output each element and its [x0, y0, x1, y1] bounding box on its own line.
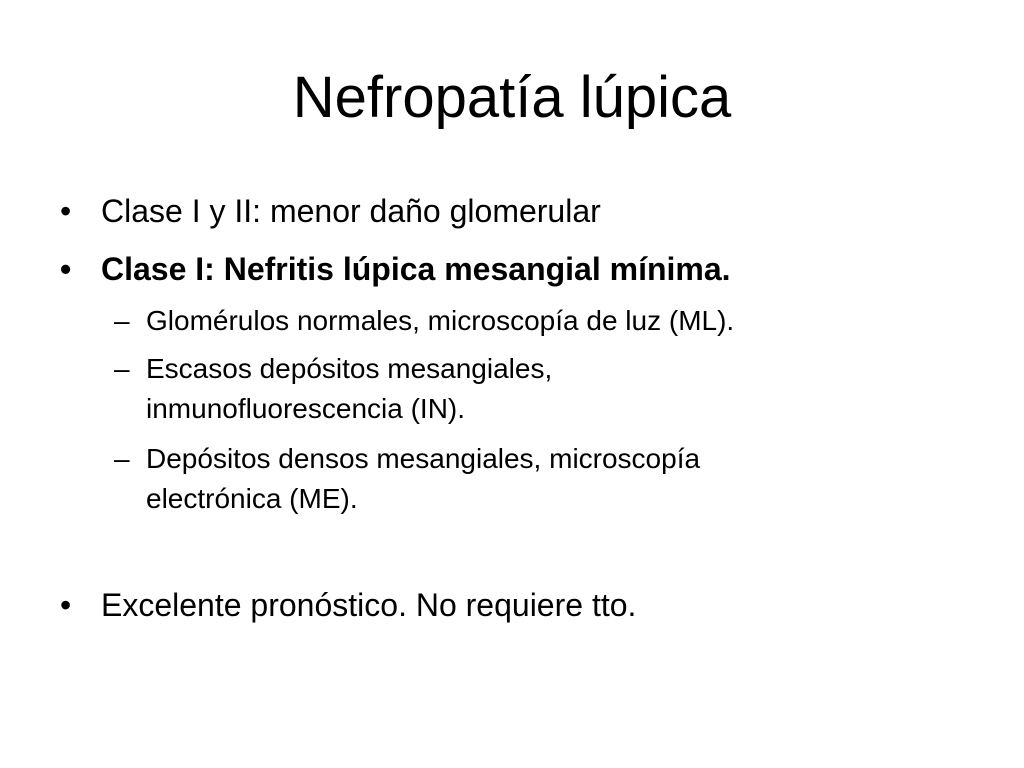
- sub-bullet-text: Glomérulos normales, microscopía de luz (ML).: [146, 305, 735, 336]
- sub-bullet-marker: –: [114, 305, 130, 336]
- bullet-marker: •: [60, 251, 72, 287]
- sub-bullet-marker: –: [114, 443, 130, 474]
- bullet-marker: •: [60, 587, 72, 623]
- sub-bullet-text: electrónica (ME).: [146, 483, 358, 514]
- sub-bullet-text: inmunofluorescencia (IN).: [146, 393, 466, 424]
- bullet-marker: •: [60, 193, 72, 229]
- bullet-text: Clase I: Nefritis lúpica mesangial mínima.: [101, 251, 731, 287]
- sub-bullet-text: Depósitos densos mesangiales, microscopía: [146, 443, 701, 474]
- bullet-text: Excelente pronóstico. No requiere tto.: [101, 587, 637, 623]
- bullet-text: Clase I y II: menor daño glomerular: [101, 193, 601, 229]
- sub-bullet-text: Escasos depósitos mesangiales,: [146, 353, 553, 384]
- slide-title: Nefropatía lúpica: [292, 65, 732, 130]
- sub-bullet-marker: –: [114, 353, 130, 384]
